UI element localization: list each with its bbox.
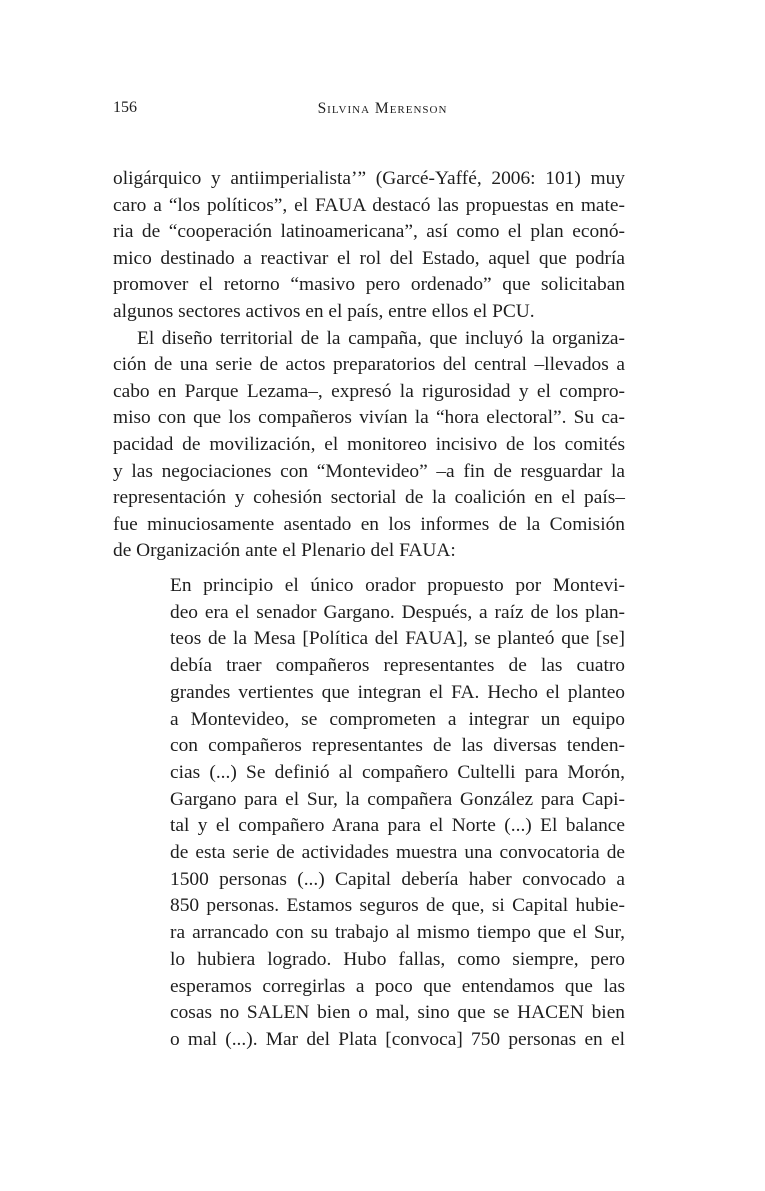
text-line: representación y cohesión sectorial de la coalición en el país– [113,487,625,509]
text-line: cabo en Parque Lezama–, expresó la rigurosidad y el compro- [113,380,625,402]
running-head-author: Silvina Merenson [317,100,448,117]
text-line: de Organización ante el Plenario del FAUA: [113,540,456,562]
quote-line: 850 personas. Estamos seguros de que, si Capital hubie- [170,895,625,917]
text-line: y las negociaciones con “Montevideo” –a fin de resguardar la [113,460,625,482]
body-text [113,166,625,565]
quote-line: cias (...) Se definió al compañero Cultelli para Morón, [170,761,625,783]
page-number: 156 [113,99,137,116]
quote-line: grandes vertientes que integran el FA. Hecho el planteo [170,681,625,703]
text-line: mico destinado a reactivar el rol del Estado, aquel que podría [113,247,625,269]
text-line: oligárquico y antiimperialista’” (Garcé-Yaffé, 2006: 101) muy [113,168,625,189]
text-line: El diseño territorial de la campaña, que incluyó la organiza- [137,327,625,349]
quote-line: de esta serie de actividades muestra una convocatoria de [170,842,625,864]
text-line: miso con que los compañeros vivían la “hora electoral”. Su ca- [113,407,625,429]
quote-line: Gargano para el Sur, la compañera González para Capi- [170,788,625,810]
text-line: algunos sectores activos en el país, entre ellos el PCU. [113,300,535,322]
quote-line: teos de la Mesa [Política del FAUA], se planteó que [se] [170,628,625,650]
quote-line: tal y el compañero Arana para el Norte (...) El balance [170,815,625,837]
quote-line: a Montevideo, se comprometen a integrar un equipo [170,708,625,730]
quote-line: deo era el senador Gargano. Después, a raíz de los plan- [170,601,625,623]
text-line: promover el retorno “masivo pero ordenado” que solicitaban [113,274,625,296]
quote-line: ra arrancado con su trabajo al mismo tiempo que el Sur, [170,922,625,944]
quote-line: 1500 personas (...) Capital debería haber convocado a [170,868,625,890]
quote-line: esperamos corregirlas a poco que entendamos que las [170,975,625,997]
text-line: pacidad de movilización, el monitoreo incisivo de los comités [113,433,625,455]
paragraph-1 [113,166,625,326]
quote-line: debía traer compañeros representantes de las cuatro [170,655,625,677]
paragraph-2 [113,326,625,565]
quote-line: con compañeros representantes de las diversas tenden- [170,735,625,757]
quote-line: o mal (...). Mar del Plata [convoca] 750 personas en el [170,1028,625,1050]
text-line: caro a “los políticos”, el FAUA destacó las propuestas en mate- [113,194,625,216]
block-quote [170,573,625,1054]
text-line: ción de una serie de actos preparatorios del central –llevados a [113,354,625,376]
text-line: fue minuciosamente asentado en los informes de la Comisión [113,513,625,535]
quote-line: lo hubiera logrado. Hubo fallas, como siempre, pero [170,948,625,970]
quote-line: En principio el único orador propuesto por Montevi- [170,575,625,596]
text-line: ria de “cooperación latinoamericana”, así como el plan econó- [113,221,625,243]
quote-line: cosas no SALEN bien o mal, sino que se HACEN bien [170,1002,625,1024]
